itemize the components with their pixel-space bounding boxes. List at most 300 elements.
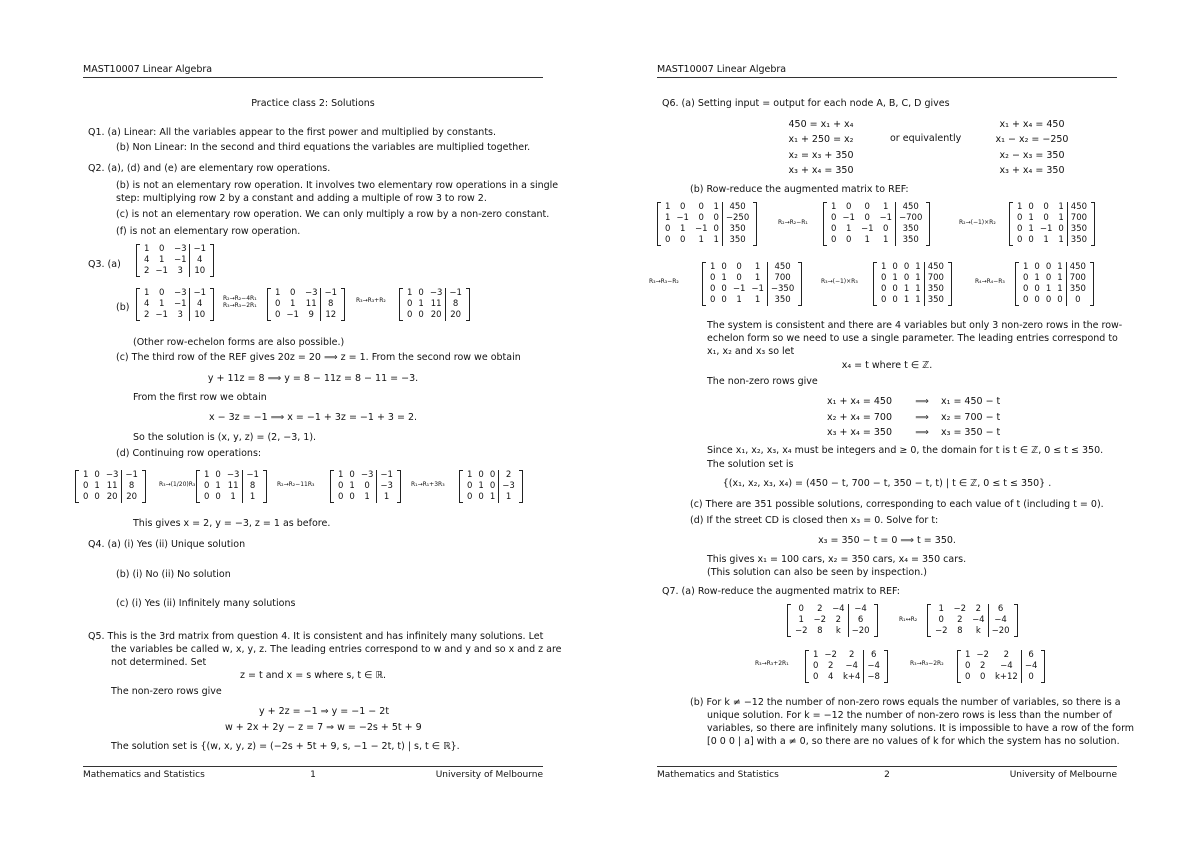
matrix-row (80, 492, 141, 503)
matrix-entry: k (835, 626, 841, 636)
matrix-entry: 1 (831, 202, 837, 212)
matrix-entry: k (975, 626, 981, 636)
matrix-entry: 1 (1058, 213, 1064, 223)
matrix-row (810, 650, 883, 661)
matrix-entry: 2 (817, 604, 823, 614)
matrix-row (1020, 284, 1089, 295)
matrix-entry: −1 (732, 284, 746, 294)
matrix-row (662, 213, 752, 224)
row-op-label: R₃→R₃−2R₂ (910, 660, 944, 667)
matrix-entry: 0 (665, 224, 671, 234)
q7-op-2 (755, 660, 789, 667)
matrix-entry: 10 (190, 266, 209, 277)
matrix-entry: 0 (1034, 284, 1040, 294)
matrix-entry: 0 (1028, 235, 1034, 245)
matrix-row (1020, 273, 1089, 284)
matrix-entry: 0 (813, 661, 819, 671)
matrix-entry: 0 (1058, 224, 1064, 234)
equation: x₂ − x₃ = 350 (999, 149, 1065, 161)
matrix-entry: 1 (204, 470, 210, 480)
matrix-entry: 1 (158, 299, 165, 309)
matrix-entry: 4 (144, 255, 150, 265)
q3-d-op-2 (277, 481, 314, 488)
matrix-entry: 8 (321, 299, 340, 310)
q3-b-op-2 (356, 297, 386, 304)
q6-solution-set: {(x₁, x₂, x₃, x₄) = (450 − t, 700 − t, 350 − t, t) | t ∈ ℤ, 0 ≤ t ≤ 350} . (722, 478, 1052, 489)
matrix-entry: 0 (418, 288, 424, 298)
matrix-entry: 0 (1034, 262, 1040, 272)
matrix-entry: 1 (215, 481, 221, 491)
matrix-entry: −20 (848, 626, 872, 637)
matrix-entry: 0 (1045, 295, 1052, 305)
matrix-entry: −1 (243, 470, 262, 481)
matrix-row (404, 299, 465, 310)
q6-matrix-3 (1009, 202, 1095, 246)
q6-c: (c) There are 351 possible solutions, corresponding to each value of t (including t = 0). (690, 499, 1104, 510)
matrix-entry: k+4 (842, 672, 861, 682)
page-1 (83, 0, 562, 848)
q7-op-1 (899, 616, 917, 623)
matrix-entry: 2 (499, 470, 518, 481)
matrix-entry: 1 (1028, 213, 1034, 223)
matrix-entry: k+12 (994, 672, 1018, 682)
q5-eq1: y + 2z = −1 ⇒ y = −1 − 2t (259, 706, 390, 717)
matrix-entry: 1 (1058, 202, 1064, 212)
matrix-entry: 1 (1017, 202, 1023, 212)
matrix-entry: 2 (848, 650, 855, 660)
matrix-entry: 350 (767, 295, 797, 306)
matrix-row (962, 650, 1040, 661)
q6-text-2: echelon form so we need to use a single parameter. The leading entries correspond to (707, 333, 1118, 344)
matrix-entry: 450 (924, 262, 947, 273)
matrix-entry: 0 (883, 224, 889, 234)
matrix-entry: 0 (665, 235, 671, 245)
matrix-row (201, 470, 262, 481)
q5-eq2: w + 2x + 2y − z = 7 ⇒ w = −2s + 5t + 9 (225, 722, 422, 733)
matrix-entry: 1 (1058, 235, 1064, 245)
q4-c: (c) (i) Yes (ii) Infinitely many solutions (116, 598, 296, 609)
matrix-entry: 6 (864, 650, 883, 661)
q5-line1: Q5. This is the 3rd matrix from question 4. It is consistent and has infinitely many solutions. Let (88, 631, 544, 642)
matrix-entry: 1 (710, 262, 716, 272)
matrix-entry: −3 (173, 244, 187, 254)
matrix-entry: 0 (721, 295, 727, 305)
matrix-entry: 4 (827, 672, 834, 682)
matrix-entry: −4 (848, 604, 872, 615)
page-2 (649, 0, 1135, 848)
q6-or-equivalently: or equivalently (890, 133, 962, 144)
matrix-entry: 0 (881, 284, 887, 294)
matrix-entry: 1 (1057, 284, 1063, 294)
matrix-row (810, 661, 883, 672)
matrix-entry: 1 (915, 284, 921, 294)
row-op-label: R₂→R₂−11R₃ (277, 481, 315, 488)
matrix-entry: 0 (1017, 235, 1023, 245)
matrix-entry: 0 (710, 284, 716, 294)
matrix-entry: 20 (106, 492, 118, 502)
matrix-entry: −2 (824, 650, 837, 660)
matrix-entry: 0 (349, 470, 355, 480)
matrix-entry: 1 (892, 273, 898, 283)
matrix-entry: 0 (1043, 213, 1049, 223)
matrix-entry: −3 (304, 288, 318, 298)
matrix-entry: 1 (754, 295, 761, 305)
row-op-label: R₂→R₂−4R₁ (223, 295, 257, 302)
matrix-row (1020, 262, 1089, 273)
matrix-row (464, 470, 518, 481)
matrix-entry: 0 (467, 492, 473, 502)
matrix-entry: −4 (1000, 661, 1013, 671)
matrix-entry: 6 (1021, 650, 1040, 661)
q6-op-2 (959, 219, 996, 226)
q3-b-label: (b) (116, 302, 130, 313)
matrix-entry: 1 (1034, 273, 1040, 283)
q3-d-matrix-2 (196, 470, 267, 503)
matrix-entry: −4 (988, 615, 1012, 626)
matrix-entry: 0 (418, 310, 424, 320)
matrix-row (80, 470, 141, 481)
q3-d-op-3 (411, 481, 445, 488)
matrix-entry: 350 (924, 295, 947, 306)
matrix-row (792, 615, 873, 626)
q6-equations-left (761, 117, 881, 178)
matrix-entry: 0 (845, 235, 852, 245)
matrix-entry: −1 (676, 213, 689, 223)
matrix-entry: 0 (338, 492, 344, 502)
row-op-label: R₃→R₃−R₂ (649, 278, 679, 285)
matrix-entry: 1 (713, 202, 719, 212)
matrix-entry: 9 (308, 310, 314, 320)
matrix-entry: 1 (754, 273, 761, 283)
equation: x₁ = 450 − t (941, 396, 1001, 407)
q3-b-note: (Other row-echelon forms are also possible.) (133, 337, 345, 348)
matrix-entry: 0 (478, 470, 484, 480)
matrix-entry: 0 (831, 224, 837, 234)
matrix-entry: 350 (1067, 235, 1090, 246)
matrix-entry: 0 (881, 273, 887, 283)
matrix-row (272, 299, 340, 310)
matrix-entry: 4 (190, 299, 209, 310)
matrix-entry: 1 (1023, 262, 1029, 272)
matrix-row (662, 202, 752, 213)
matrix-entry: 1 (915, 273, 921, 283)
matrix-entry: 8 (446, 299, 465, 310)
q3-a-matrix (136, 244, 214, 277)
q3-c-eq1: y + 11z = 8 ⟹ y = 8 − 11z = 8 − 11 = −3. (207, 373, 419, 384)
matrix-entry: 1 (377, 492, 396, 503)
page-title: Practice class 2: Solutions (251, 98, 375, 109)
matrix-entry: 0 (349, 492, 355, 502)
matrix-entry: 0 (798, 604, 804, 614)
matrix-row (404, 310, 465, 321)
matrix-row (464, 492, 518, 503)
matrix-row (272, 288, 340, 299)
q6-d-line3: (This solution can also be seen by inspection.) (707, 567, 927, 578)
page-footer (83, 770, 543, 780)
matrix-entry: 11 (305, 299, 317, 309)
q4-b: (b) (i) No (ii) No solution (116, 569, 231, 580)
page-number: 2 (884, 770, 890, 780)
matrix-entry: 0 (813, 672, 819, 682)
matrix-entry: 1 (1028, 224, 1034, 234)
q5-solution: The solution set is {(w, x, y, z) = (−2s + 5t + 9, s, −1 − 2t, t) | s, t ∈ ℝ}. (111, 741, 460, 752)
q2-a: Q2. (a), (d) and (e) are elementary row operations. (88, 163, 331, 174)
matrix-entry: 0 (679, 235, 686, 245)
matrix-entry: 11 (430, 299, 442, 309)
matrix-entry: −1 (155, 310, 168, 320)
matrix-entry: 1 (418, 299, 424, 309)
matrix-entry: −1 (173, 299, 187, 309)
q5-set: z = t and x = s where s, t ∈ ℝ. (240, 670, 386, 681)
matrix-entry: 0 (275, 299, 281, 309)
matrix-entry: 0 (1023, 295, 1029, 305)
equation: x₂ = 700 − t (941, 411, 1001, 423)
matrix-entry: 20 (446, 310, 465, 321)
matrix-entry: 1 (864, 235, 870, 245)
matrix-entry: 0 (710, 273, 716, 283)
matrix-row (335, 470, 396, 481)
q4-a: Q4. (a) (i) Yes (ii) Unique solution (88, 539, 246, 550)
matrix-entry: 0 (710, 295, 716, 305)
matrix-entry: 0 (864, 213, 870, 223)
matrix-row (404, 288, 465, 299)
matrix-entry: −3 (360, 470, 374, 480)
q6-d: (d) If the street CD is closed then x₃ = 0. Solve for t: (690, 515, 939, 526)
matrix-entry: 700 (1066, 273, 1089, 284)
matrix-row (141, 288, 209, 299)
matrix-entry: 2 (957, 615, 963, 625)
q6-d-line2: This gives x₁ = 100 cars, x₂ = 350 cars, x₄ = 350 cars. (707, 554, 967, 565)
page-footer (657, 770, 1117, 780)
row-op-label: R₃→(−1)×R₃ (821, 278, 858, 285)
q3-d-matrix-3 (330, 470, 401, 503)
q6-matrix-5 (873, 262, 952, 306)
equation: x₁ + 250 = x₂ (788, 134, 854, 146)
matrix-row (335, 481, 396, 492)
q3-c-eq2: x − 3z = −1 ⟹ x = −1 + 3z = −1 + 3 = 2. (208, 412, 418, 423)
matrix-entry: 4 (190, 255, 209, 266)
matrix-row (662, 235, 752, 246)
matrix-entry: 0 (158, 244, 165, 254)
matrix-row (80, 481, 141, 492)
matrix-entry: −1 (190, 288, 209, 299)
matrix-entry: 6 (988, 604, 1012, 615)
matrix-entry: 1 (144, 244, 150, 254)
matrix-row (1020, 295, 1089, 306)
matrix-row (932, 615, 1013, 626)
matrix-row (662, 224, 752, 235)
row-op-label: R₂→R₂−R₁ (778, 219, 808, 226)
matrix-entry: 20 (122, 492, 141, 503)
matrix-entry: 1 (883, 202, 889, 212)
equation: x₃ + x₄ = 350 (827, 427, 892, 438)
q6-let: x₄ = t where t ∈ ℤ. (841, 360, 933, 371)
matrix-entry: −1 (377, 470, 396, 481)
matrix-entry: 0 (94, 470, 100, 480)
matrix-entry: 1 (349, 481, 355, 491)
matrix-entry: 0 (1057, 295, 1063, 305)
q7-op-3 (910, 660, 944, 667)
matrix-entry: 350 (896, 224, 926, 235)
q1-a: Q1. (a) Linear: All the variables appear to the first power and multiplied by constants. (88, 127, 497, 138)
matrix-row (201, 481, 262, 492)
q6-matrix-1 (657, 202, 757, 246)
matrix-entry: 2 (979, 661, 986, 671)
matrix-entry: 1 (289, 299, 296, 309)
q3-c-line1: (c) The third row of the REF gives 20z = 20 ⟹ z = 1. From the second row we obtain (116, 352, 521, 363)
page-header: MAST10007 Linear Algebra (657, 64, 787, 75)
matrix-entry: −4 (864, 661, 883, 672)
matrix-entry: −4 (1021, 661, 1040, 672)
matrix-entry: −250 (722, 213, 752, 224)
matrix-entry: −1 (860, 224, 874, 234)
q6-text-3: x₁, x₂ and x₃ so let (707, 346, 795, 357)
q5-line4: The non-zero rows give (111, 686, 222, 697)
matrix-entry: 1 (698, 235, 704, 245)
matrix-row (707, 262, 797, 273)
matrix-row (962, 672, 1040, 683)
matrix-entry: 1 (881, 262, 887, 272)
matrix-entry: 0 (83, 492, 89, 502)
q6-op-3 (649, 278, 679, 285)
matrix-entry: −1 (122, 470, 141, 481)
q2-c: (c) is not an elementary row operation. We can only multiply a row by a non-zero constant. (116, 209, 550, 220)
matrix-entry: 11 (106, 481, 118, 491)
q3-b-op-1 (223, 295, 257, 309)
equation: x₃ + x₄ = 350 (999, 164, 1065, 176)
matrix-entry: 0 (698, 202, 704, 212)
matrix-row (201, 492, 262, 503)
matrix-row (1014, 235, 1090, 246)
matrix-entry: −2 (813, 615, 827, 625)
matrix-entry: 0 (1023, 284, 1029, 294)
matrix-entry: 8 (243, 481, 262, 492)
matrix-entry: 0 (1028, 202, 1034, 212)
matrix-row (707, 295, 797, 306)
matrix-entry: 2 (827, 661, 834, 671)
matrix-entry: −1 (190, 244, 209, 255)
matrix-row (828, 235, 925, 246)
matrix-entry: −1 (155, 266, 168, 276)
q3-b-matrix-2 (267, 288, 345, 321)
matrix-entry: 0 (713, 213, 719, 223)
matrix-entry: 0 (364, 481, 370, 491)
matrix-entry: 1 (736, 295, 742, 305)
q7-b-line2: unique solution. For k = −12 the number of non-zero rows is less than the number of (707, 710, 1112, 721)
matrix-entry: 1 (364, 492, 370, 502)
matrix-row (464, 481, 518, 492)
matrix-row (792, 626, 873, 637)
matrix-entry: 0 (892, 284, 898, 294)
matrix-entry: 0 (1066, 295, 1089, 306)
q1-b: (b) Non Linear: In the second and third equations the variables are multiplied together. (116, 142, 531, 153)
matrix-entry: 0 (204, 481, 210, 491)
matrix-entry: 0 (903, 262, 910, 272)
matrix-entry: 1 (489, 492, 496, 502)
matrix-entry: 1 (813, 650, 819, 660)
q6-op-5 (975, 278, 1005, 285)
matrix-entry: 0 (289, 288, 296, 298)
matrix-entry: 1 (798, 615, 804, 625)
q6-op-4 (821, 278, 858, 285)
q3-d-matrix-1 (75, 470, 146, 503)
matrix-row (141, 310, 209, 321)
matrix-entry: 0 (892, 295, 898, 305)
matrix-entry: 0 (1023, 273, 1029, 283)
q6-text-6: The solution set is (707, 459, 794, 470)
matrix-entry: 1 (338, 470, 344, 480)
implies: ⟹ (915, 427, 929, 438)
matrix-entry: 0 (1017, 213, 1023, 223)
matrix-entry: 8 (817, 626, 823, 636)
equation-row (827, 425, 1000, 441)
matrix-entry: 0 (204, 492, 210, 502)
equation: x₁ + x₄ = 450 (827, 396, 892, 407)
matrix-entry: 0 (1017, 224, 1023, 234)
equation: x₁ + x₄ = 450 (999, 119, 1065, 130)
matrix-entry: 1 (1043, 235, 1049, 245)
matrix-entry: 3 (177, 310, 183, 320)
matrix-row (1014, 224, 1090, 235)
q5-line2: the variables be called w, x, y, z. The leading entries correspond to w and y and so x and z are (111, 644, 562, 655)
matrix-entry: 1 (144, 288, 150, 298)
matrix-entry: −2 (976, 650, 989, 660)
matrix-row (141, 244, 209, 255)
matrix-entry: 1 (407, 288, 413, 298)
matrix-entry: 0 (864, 202, 870, 212)
matrix-entry: 450 (767, 262, 797, 273)
equation-row (827, 394, 1000, 410)
matrix-entry: 1 (230, 492, 236, 502)
q6-matrix-4 (702, 262, 802, 306)
matrix-entry: 2 (144, 310, 150, 320)
matrix-entry: 1 (467, 470, 473, 480)
matrix-row (792, 604, 873, 615)
matrix-entry: 1 (243, 492, 262, 503)
matrix-entry: 0 (965, 672, 971, 682)
q6-op-1 (778, 219, 808, 226)
row-op-label: R₁↔R₂ (899, 616, 918, 623)
matrix-row (272, 310, 340, 321)
equation: x₃ = 350 − t (941, 427, 1001, 438)
matrix-row (141, 266, 209, 277)
page-header: MAST10007 Linear Algebra (83, 64, 213, 75)
matrix-entry: 3 (177, 266, 183, 276)
matrix-entry: −1 (751, 284, 764, 294)
matrix-entry: 0 (478, 492, 484, 502)
q3-d-matrix-4 (459, 470, 523, 503)
matrix-entry: 0 (467, 481, 473, 491)
q7-b-line1: (b) For k ≠ −12 the number of non-zero rows equals the number of variables, so there is a (690, 697, 1121, 708)
equation: x₁ − x₂ = −250 (995, 134, 1069, 146)
matrix-entry: 1 (845, 224, 852, 234)
q7-matrix-2 (927, 604, 1018, 637)
matrix-row (707, 284, 797, 295)
matrix-entry: −700 (896, 213, 926, 224)
row-op-label: R₄→R₄−R₃ (975, 278, 1005, 285)
matrix-entry: 0 (215, 470, 221, 480)
q3-d-op-1 (159, 481, 195, 488)
page-number: 1 (310, 770, 316, 780)
q6-text-4: The non-zero rows give (707, 376, 818, 387)
matrix-entry: 1 (938, 604, 944, 614)
matrix-entry: 1 (158, 255, 165, 265)
q6-a: Q6. (a) Setting input = output for each node A, B, C, D gives (662, 98, 950, 109)
matrix-entry: −1 (173, 255, 187, 265)
footer-left: Mathematics and Statistics (657, 770, 779, 780)
matrix-entry: −1 (842, 213, 855, 223)
matrix-entry: 700 (1067, 213, 1090, 224)
